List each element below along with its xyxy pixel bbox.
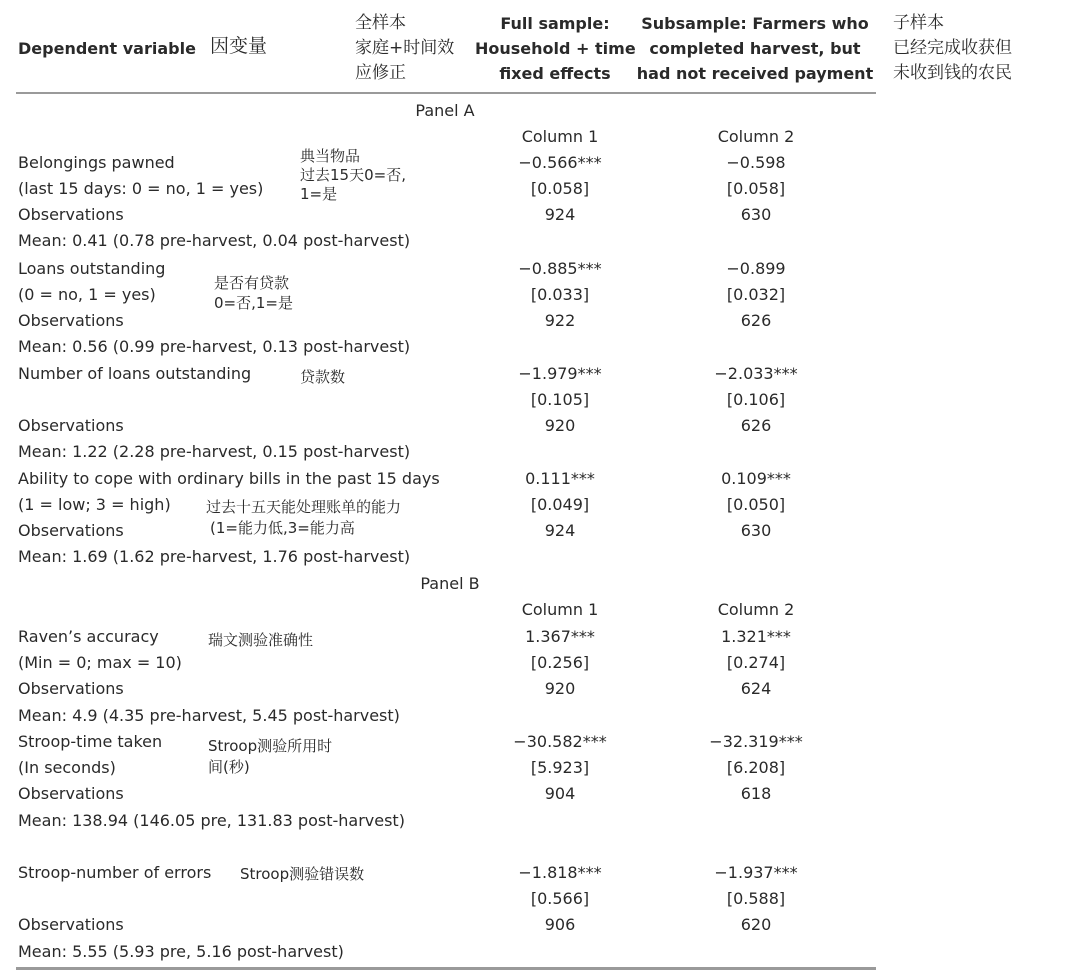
row-label: Stroop-time taken	[18, 732, 163, 751]
col1-header-en-line1: Full sample:	[500, 14, 610, 33]
row-label-cn: 典当物品	[300, 147, 361, 165]
obs-col2: 620	[740, 915, 772, 934]
col2-header-en-line2: completed harvest, but	[649, 39, 861, 58]
se-col2: [0.106]	[726, 390, 786, 409]
col2-header-en-line1: Subsample: Farmers who	[641, 14, 869, 33]
mean-line: Mean: 5.55 (5.93 pre, 5.16 post-harvest)	[18, 942, 344, 961]
mean-line: Mean: 1.69 (1.62 pre-harvest, 1.76 post-harvest)	[18, 547, 411, 566]
row-label: Loans outstanding	[18, 259, 166, 278]
dependent-variable-header-cn: 因变量	[210, 35, 268, 57]
bottom-rule	[16, 967, 876, 970]
coef-col2: 0.109***	[721, 469, 791, 488]
row-label: Number of loans outstanding	[18, 364, 252, 383]
se-col2: [6.208]	[726, 758, 786, 777]
mean-line: Mean: 138.94 (146.05 pre, 131.83 post-harvest)	[18, 811, 405, 830]
observations-label: Observations	[18, 205, 124, 224]
row-label-cn: Stroop测验所用时	[208, 737, 333, 755]
observations-label: Observations	[18, 311, 124, 330]
coef-col1: −0.885***	[518, 259, 602, 278]
row-label: (In seconds)	[18, 758, 116, 777]
observations-label: Observations	[18, 521, 124, 540]
row-label-cn: 0=否,1=是	[214, 294, 293, 312]
obs-col2: 624	[740, 679, 772, 698]
obs-col2: 626	[740, 311, 772, 330]
mean-line: Mean: 1.22 (2.28 pre-harvest, 0.15 post-harvest)	[18, 442, 411, 461]
row-label: Belongings pawned	[18, 153, 175, 172]
row-label: Ability to cope with ordinary bills in the past 15 days	[18, 469, 440, 488]
col1-header-en-line2: Household + time	[475, 39, 636, 58]
observations-label: Observations	[18, 784, 124, 803]
row-label-cn: (1=能力低,3=能力高	[210, 519, 355, 537]
se-col2: [0.050]	[726, 495, 786, 514]
coef-col1: 0.111***	[525, 469, 595, 488]
coef-col1: −0.566***	[518, 153, 602, 172]
row-label: Stroop-number of errors	[18, 863, 212, 882]
dependent-variable-header: Dependent variable	[18, 39, 196, 58]
row-label-cn: 瑞文测验准确性	[208, 631, 314, 649]
row-label-cn: Stroop测验错误数	[240, 865, 365, 883]
mean-line: Mean: 0.56 (0.99 pre-harvest, 0.13 post-harvest)	[18, 337, 411, 356]
coef-col1: −30.582***	[513, 732, 607, 751]
se-col1: [0.033]	[530, 285, 590, 304]
panel-b-column-2: Column 2	[717, 600, 795, 619]
panel-b-column-1: Column 1	[521, 600, 599, 619]
se-col1: [0.105]	[530, 390, 590, 409]
coef-col1: 1.367***	[525, 627, 595, 646]
observations-label: Observations	[18, 416, 124, 435]
mean-line: Mean: 0.41 (0.78 pre-harvest, 0.04 post-harvest)	[18, 231, 411, 250]
mean-line: Mean: 4.9 (4.35 pre-harvest, 5.45 post-harvest)	[18, 706, 400, 725]
coef-col2: −0.598	[726, 153, 786, 172]
obs-col1: 920	[544, 416, 576, 435]
panel-b-title: Panel B	[420, 574, 480, 593]
obs-col2: 630	[740, 521, 772, 540]
se-col1: [5.923]	[530, 758, 590, 777]
obs-col2: 626	[740, 416, 772, 435]
se-col2: [0.588]	[726, 889, 786, 908]
panel-a-column-2: Column 2	[717, 127, 795, 146]
obs-col2: 630	[740, 205, 772, 224]
col2-header-cn-line2: 已经完成收获但	[893, 38, 1012, 58]
row-label: (0 = no, 1 = yes)	[18, 285, 156, 304]
row-label-cn: 过去15天0=否,	[300, 166, 406, 184]
observations-label: Observations	[18, 679, 124, 698]
col1-header-cn-line3: 应修正	[355, 63, 406, 83]
se-col1: [0.256]	[530, 653, 590, 672]
row-label-cn: 贷款数	[300, 368, 346, 386]
coef-col1: −1.979***	[518, 364, 602, 383]
coef-col2: −1.937***	[714, 863, 798, 882]
se-col1: [0.058]	[530, 179, 590, 198]
row-label: Raven’s accuracy	[18, 627, 159, 646]
col1-header-cn-line2: 家庭+时间效	[355, 38, 455, 58]
row-label: (1 = low; 3 = high)	[18, 495, 171, 514]
obs-col1: 924	[544, 205, 576, 224]
se-col2: [0.274]	[726, 653, 786, 672]
obs-col1: 924	[544, 521, 576, 540]
obs-col1: 906	[544, 915, 576, 934]
col1-header-en-line3: fixed effects	[499, 64, 611, 83]
se-col2: [0.032]	[726, 285, 786, 304]
obs-col1: 920	[544, 679, 576, 698]
col2-header-en-line3: had not received payment	[636, 64, 874, 83]
header-rule	[16, 92, 876, 94]
se-col2: [0.058]	[726, 179, 786, 198]
col2-header-cn-line1: 子样本	[893, 13, 944, 33]
col2-header-cn-line3: 未收到钱的农民	[893, 63, 1012, 83]
obs-col1: 922	[544, 311, 576, 330]
coef-col2: 1.321***	[721, 627, 791, 646]
coef-col2: −0.899	[726, 259, 786, 278]
observations-label: Observations	[18, 915, 124, 934]
row-label-cn: 1=是	[300, 185, 338, 203]
se-col1: [0.049]	[530, 495, 590, 514]
row-label-cn: 间(秒)	[208, 758, 250, 776]
coef-col2: −2.033***	[714, 364, 798, 383]
col1-header-cn-line1: 全样本	[355, 13, 406, 33]
row-label-cn: 过去十五天能处理账单的能力	[206, 498, 402, 516]
obs-col2: 618	[740, 784, 772, 803]
obs-col1: 904	[544, 784, 576, 803]
se-col1: [0.566]	[530, 889, 590, 908]
panel-a-title: Panel A	[415, 101, 475, 120]
coef-col1: −1.818***	[518, 863, 602, 882]
row-label: (Min = 0; max = 10)	[18, 653, 182, 672]
row-label-cn: 是否有贷款	[214, 274, 290, 292]
panel-a-column-1: Column 1	[521, 127, 599, 146]
row-label: (last 15 days: 0 = no, 1 = yes)	[18, 179, 264, 198]
coef-col2: −32.319***	[709, 732, 803, 751]
